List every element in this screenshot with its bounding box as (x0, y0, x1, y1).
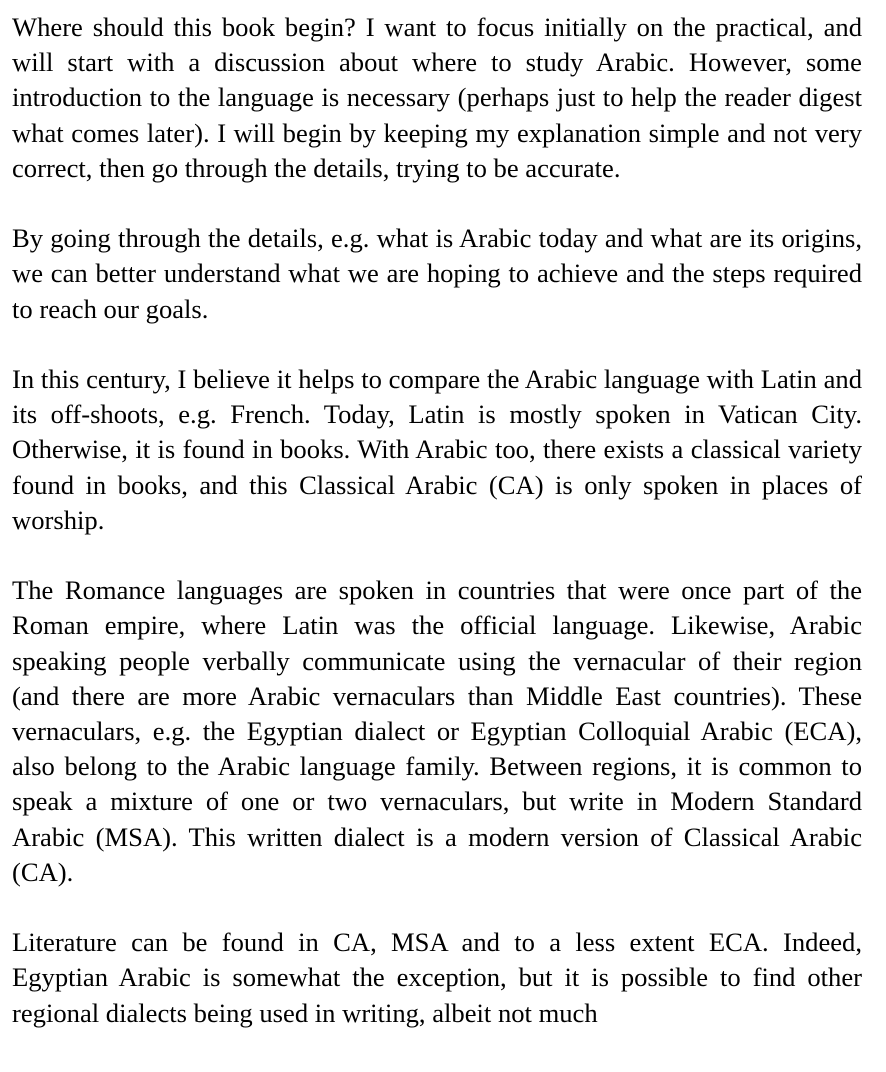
paragraph-latin-comparison: In this century, I believe it helps to compare the Arabic language with Latin and its off-shoots, e.g. French. Today, Latin is mostly spoken in Vatican City. Otherwise, it is found in books. With Arabic too, there exists a classical variety found in books, and this Classical Arabic (CA) is only spoken in places of worship. (12, 364, 862, 535)
paragraph-literature: Literature can be found in CA, MSA and to a less extent ECA. Indeed, Egyptian Arabic is somewhat the exception, but it is possible to find other regional dialects being used in writing, albeit not much (12, 927, 862, 1028)
document-page (12, 10, 862, 1031)
paragraph-details: By going through the details, e.g. what is Arabic today and what are its origins, we can better understand what we are hoping to achieve and the steps required to reach our goals. (12, 223, 862, 324)
paragraph-book-beginning: Where should this book begin? I want to focus initially on the practical, and will start with a discussion about where to study Arabic. However, some introduction to the language is necessary (perhaps just to help the reader digest what comes later). I will begin by keeping my explanation simple and not very correct, then go through the details, trying to be accurate. (12, 12, 862, 183)
paragraph-vernaculars: The Romance languages are spoken in countries that were once part of the Roman empire, where Latin was the official language. Likewise, Arabic speaking people verbally communicate using the vernacular of their region (and there are more Arabic vernaculars than Middle East countries). These vernaculars, e.g. the Egyptian dialect or Egyptian Colloquial Arabic (ECA), also belong to the Arabic language family. Between regions, it is common to speak a mixture of one or two vernaculars, but write in Modern Standard Arabic (MSA). This written dialect is a modern version of Classical Arabic (CA). (12, 575, 862, 887)
